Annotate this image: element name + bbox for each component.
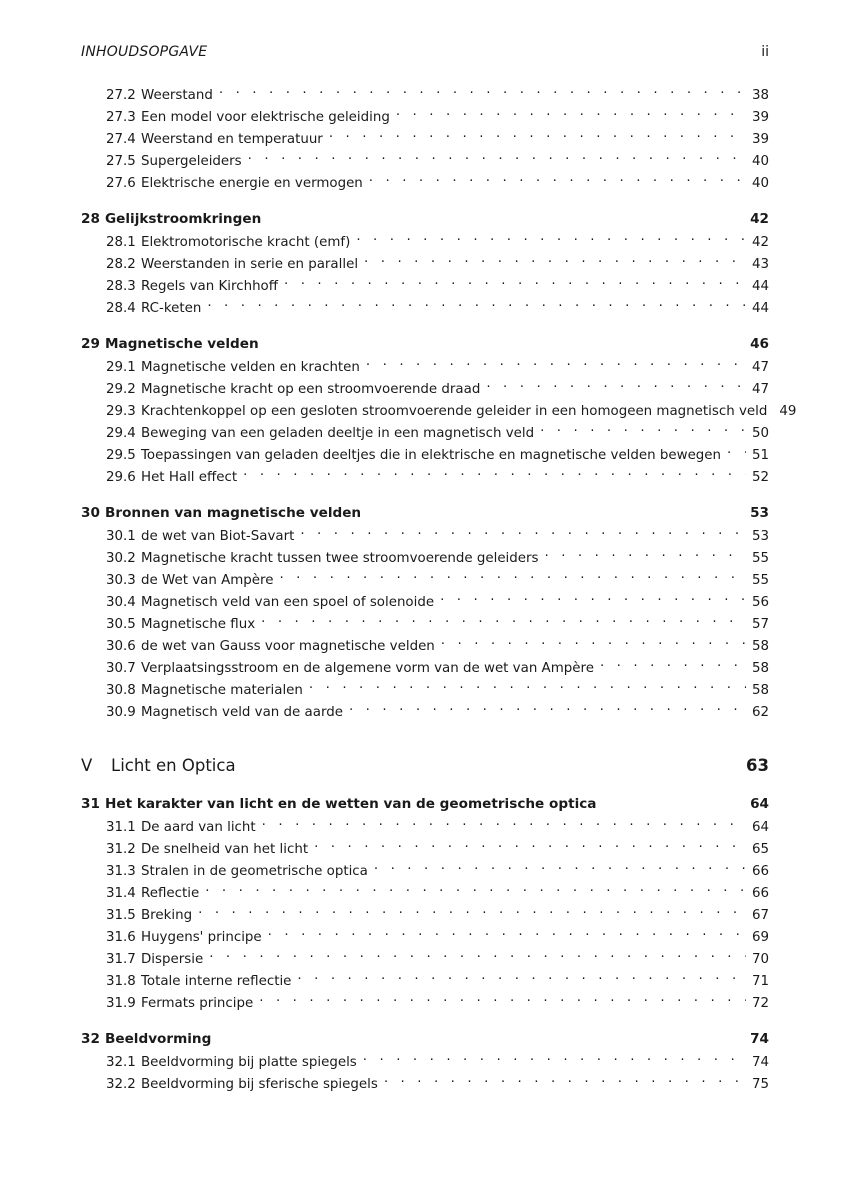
dot-leader — [262, 820, 746, 832]
toc-title: de Wet van Ampère — [141, 573, 274, 588]
dot-leader — [727, 448, 746, 460]
page-number: ii — [761, 44, 769, 60]
toc-page-number: 64 — [751, 820, 769, 835]
dot-leader — [364, 257, 746, 269]
toc-title: Elektrische energie en vermogen — [141, 176, 363, 191]
toc-number: 30.1 — [106, 529, 136, 544]
toc-entry[interactable] — [81, 995, 769, 1017]
dot-leader — [600, 661, 746, 673]
page-header — [81, 44, 769, 64]
toc-number: 31.4 — [106, 886, 136, 901]
toc-number: 27.6 — [106, 176, 136, 191]
toc-page-number: 39 — [751, 132, 769, 147]
dot-leader — [243, 470, 746, 482]
toc-entry[interactable] — [81, 175, 769, 197]
toc-title: De aard van licht — [141, 820, 256, 835]
toc-entry[interactable] — [81, 638, 769, 660]
toc-page-number: 53 — [750, 505, 769, 521]
toc-number: 27.5 — [106, 154, 136, 169]
dot-leader — [329, 132, 746, 144]
dot-leader — [363, 1055, 746, 1067]
toc-page-number: 40 — [751, 176, 769, 191]
toc-entry[interactable] — [81, 278, 769, 300]
toc-page-number: 58 — [751, 683, 769, 698]
toc-entry[interactable] — [81, 660, 769, 682]
toc-page-number: 58 — [751, 661, 769, 676]
dot-leader — [198, 908, 746, 920]
dot-leader — [261, 617, 746, 629]
toc-title: Beweging van een geladen deeltje in een magnetisch veld — [141, 426, 535, 441]
toc-number: 31.1 — [106, 820, 136, 835]
dot-leader — [300, 529, 746, 541]
table-of-contents — [81, 87, 797, 1098]
toc-entry[interactable] — [81, 1054, 769, 1076]
toc-number: 27.2 — [106, 88, 136, 103]
toc-page-number: 44 — [751, 301, 769, 316]
toc-entry[interactable] — [81, 528, 769, 550]
toc-title: Magnetische kracht tussen twee stroomvoerende geleiders — [141, 551, 539, 566]
toc-number: 32 — [81, 1031, 100, 1047]
toc-entry[interactable] — [81, 616, 769, 638]
toc-page-number: 70 — [751, 952, 769, 967]
toc-page-number: 69 — [751, 930, 769, 945]
toc-title: Weerstanden in serie en parallel — [141, 257, 359, 272]
toc-title: Gelijkstroomkringen — [105, 211, 262, 227]
toc-title: De snelheid van het licht — [141, 842, 309, 857]
toc-page-number: 66 — [751, 864, 769, 879]
toc-title: Elektromotorische kracht (emf) — [141, 235, 351, 250]
dot-leader — [349, 705, 746, 717]
toc-title: Stralen in de geometrische optica — [141, 864, 368, 879]
toc-number: 29 — [81, 336, 100, 352]
toc-entry[interactable] — [81, 153, 769, 175]
dot-leader — [205, 886, 746, 898]
toc-entry[interactable] — [81, 572, 769, 594]
toc-title: de wet van Gauss voor magnetische velden — [141, 639, 435, 654]
toc-number: 28.4 — [106, 301, 136, 316]
toc-chapter[interactable] — [81, 336, 769, 359]
toc-page-number: 49 — [779, 404, 797, 419]
toc-title: Toepassingen van geladen deeltjes die in elektrische en magnetische velden bewegen — [141, 448, 722, 463]
toc-entry[interactable] — [81, 469, 769, 491]
toc-title: Fermats principe — [141, 996, 254, 1011]
toc-entry[interactable] — [81, 234, 769, 256]
toc-number: 29.5 — [106, 448, 136, 463]
toc-entry[interactable] — [81, 907, 769, 929]
toc-entry[interactable] — [81, 929, 769, 951]
dot-leader — [384, 1077, 746, 1089]
toc-title: Magnetische velden — [105, 336, 259, 352]
toc-number: 30.4 — [106, 595, 136, 610]
toc-page-number: 57 — [751, 617, 769, 632]
toc-title: Magnetische velden en krachten — [141, 360, 360, 375]
toc-title: Magnetische kracht op een stroomvoerende draad — [141, 382, 481, 397]
toc-title: Licht en Optica — [111, 756, 236, 775]
dot-leader — [486, 382, 746, 394]
toc-entry[interactable] — [81, 403, 797, 425]
toc-page-number: 62 — [751, 705, 769, 720]
toc-number: 28.2 — [106, 257, 136, 272]
dot-leader — [441, 639, 746, 651]
toc-number: 31.6 — [106, 930, 136, 945]
toc-number: 31.9 — [106, 996, 136, 1011]
toc-entry[interactable] — [81, 594, 769, 616]
toc-number: 30 — [81, 505, 100, 521]
toc-title: Weerstand en temperatuur — [141, 132, 323, 147]
toc-page-number: 66 — [751, 886, 769, 901]
dot-leader — [314, 842, 746, 854]
toc-page-number: 75 — [751, 1077, 769, 1092]
toc-title: Breking — [141, 908, 193, 923]
toc-title: Krachtenkoppel op een gesloten stroomvoerende geleider in een homogeen magnetisch veld — [141, 404, 768, 419]
toc-page-number: 71 — [751, 974, 769, 989]
dot-leader — [209, 952, 746, 964]
dot-leader — [248, 154, 746, 166]
toc-entry[interactable] — [81, 87, 769, 109]
toc-page-number: 53 — [751, 529, 769, 544]
toc-chapter[interactable] — [81, 211, 769, 234]
toc-entry[interactable] — [81, 704, 769, 726]
toc-entry[interactable] — [81, 841, 769, 863]
toc-title: Reflectie — [141, 886, 200, 901]
toc-entry[interactable] — [81, 819, 769, 841]
toc-title: RC-keten — [141, 301, 202, 316]
toc-title: Magnetische flux — [141, 617, 256, 632]
toc-number: 28 — [81, 211, 100, 227]
dot-leader — [356, 235, 746, 247]
toc-title: Regels van Kirchhoff — [141, 279, 278, 294]
toc-page-number: 51 — [751, 448, 769, 463]
dot-leader — [396, 110, 746, 122]
toc-number: 28.3 — [106, 279, 136, 294]
toc-number: 30.7 — [106, 661, 136, 676]
toc-number: 31.7 — [106, 952, 136, 967]
toc-page-number: 50 — [751, 426, 769, 441]
toc-page-number: 52 — [751, 470, 769, 485]
dot-leader — [540, 426, 746, 438]
toc-number: 31 — [81, 796, 100, 812]
toc-number: 32.1 — [106, 1055, 136, 1070]
toc-title: Beeldvorming bij platte spiegels — [141, 1055, 357, 1070]
toc-title: Totale interne reflectie — [141, 974, 292, 989]
dot-leader — [369, 176, 746, 188]
toc-title: Supergeleiders — [141, 154, 242, 169]
toc-title: Magnetisch veld van de aarde — [141, 705, 343, 720]
toc-title: Beeldvorming — [105, 1031, 212, 1047]
toc-entry[interactable] — [81, 973, 769, 995]
toc-page-number: 47 — [751, 360, 769, 375]
toc-number: 30.5 — [106, 617, 136, 632]
toc-number: 30.2 — [106, 551, 136, 566]
toc-page-number: 44 — [751, 279, 769, 294]
dot-leader — [284, 279, 746, 291]
toc-title: Magnetische materialen — [141, 683, 303, 698]
toc-number: V — [81, 756, 93, 775]
toc-page-number: 63 — [746, 756, 769, 775]
toc-page-number: 56 — [751, 595, 769, 610]
toc-page-number: 58 — [751, 639, 769, 654]
toc-page-number: 38 — [751, 88, 769, 103]
toc-number: 29.3 — [106, 404, 136, 419]
toc-title: Het karakter van licht en de wetten van de geometrische optica — [105, 796, 597, 812]
toc-number: 30.6 — [106, 639, 136, 654]
toc-title: Dispersie — [141, 952, 204, 967]
dot-leader — [268, 930, 746, 942]
toc-page-number: 55 — [751, 551, 769, 566]
toc-entry[interactable] — [81, 256, 769, 278]
toc-page-number: 64 — [750, 796, 769, 812]
toc-page-number: 47 — [751, 382, 769, 397]
dot-leader — [309, 683, 746, 695]
dot-leader — [207, 301, 746, 313]
dot-leader — [219, 88, 746, 100]
toc-title: de wet van Biot-Savart — [141, 529, 295, 544]
toc-number: 31.5 — [106, 908, 136, 923]
toc-entry[interactable] — [81, 1076, 769, 1098]
toc-page-number: 46 — [750, 336, 769, 352]
running-head-title: INHOUDSOPGAVE — [81, 44, 208, 60]
dot-leader — [545, 551, 746, 563]
toc-chapter[interactable] — [81, 1031, 769, 1054]
toc-title: Beeldvorming bij sferische spiegels — [141, 1077, 378, 1092]
toc-entry[interactable] — [81, 359, 769, 381]
toc-entry[interactable] — [81, 951, 769, 973]
toc-number: 27.3 — [106, 110, 136, 125]
toc-page-number: 39 — [751, 110, 769, 125]
toc-page-number: 72 — [751, 996, 769, 1011]
toc-chapter[interactable] — [81, 505, 769, 528]
toc-number: 30.3 — [106, 573, 136, 588]
toc-page-number: 42 — [751, 235, 769, 250]
toc-entry[interactable] — [81, 425, 769, 447]
toc-page-number: 40 — [751, 154, 769, 169]
toc-number: 32.2 — [106, 1077, 136, 1092]
dot-leader — [374, 864, 746, 876]
toc-title: Verplaatsingsstroom en de algemene vorm van de wet van Ampère — [141, 661, 594, 676]
toc-chapter[interactable] — [81, 796, 769, 819]
toc-number: 30.9 — [106, 705, 136, 720]
toc-entry[interactable] — [81, 885, 769, 907]
toc-page-number: 43 — [751, 257, 769, 272]
toc-entry[interactable] — [81, 447, 769, 469]
toc-entry[interactable] — [81, 863, 769, 885]
toc-entry[interactable] — [81, 381, 769, 403]
toc-entry[interactable] — [81, 300, 769, 322]
toc-number: 30.8 — [106, 683, 136, 698]
toc-page-number: 74 — [750, 1031, 769, 1047]
toc-page-number: 67 — [751, 908, 769, 923]
toc-page-number: 42 — [750, 211, 769, 227]
toc-title: Een model voor elektrische geleiding — [141, 110, 390, 125]
toc-number: 28.1 — [106, 235, 136, 250]
dot-leader — [440, 595, 746, 607]
toc-number: 29.6 — [106, 470, 136, 485]
toc-number: 27.4 — [106, 132, 136, 147]
dot-leader — [297, 974, 746, 986]
toc-entry[interactable] — [81, 109, 769, 131]
toc-page-number: 65 — [751, 842, 769, 857]
toc-title: Magnetisch veld van een spoel of solenoide — [141, 595, 435, 610]
toc-number: 29.1 — [106, 360, 136, 375]
toc-title: Het Hall effect — [141, 470, 238, 485]
toc-entry[interactable] — [81, 682, 769, 704]
dot-leader — [366, 360, 746, 372]
toc-number: 31.3 — [106, 864, 136, 879]
toc-title: Huygens' principe — [141, 930, 262, 945]
toc-entry[interactable] — [81, 131, 769, 153]
toc-number: 29.4 — [106, 426, 136, 441]
toc-page-number: 55 — [751, 573, 769, 588]
dot-leader — [279, 573, 745, 585]
dot-leader — [259, 996, 746, 1008]
toc-number: 31.8 — [106, 974, 136, 989]
toc-page-number: 74 — [751, 1055, 769, 1070]
toc-part[interactable] — [81, 756, 769, 782]
toc-title: Weerstand — [141, 88, 213, 103]
toc-entry[interactable] — [81, 550, 769, 572]
toc-number: 29.2 — [106, 382, 136, 397]
toc-number: 31.2 — [106, 842, 136, 857]
toc-title: Bronnen van magnetische velden — [105, 505, 362, 521]
